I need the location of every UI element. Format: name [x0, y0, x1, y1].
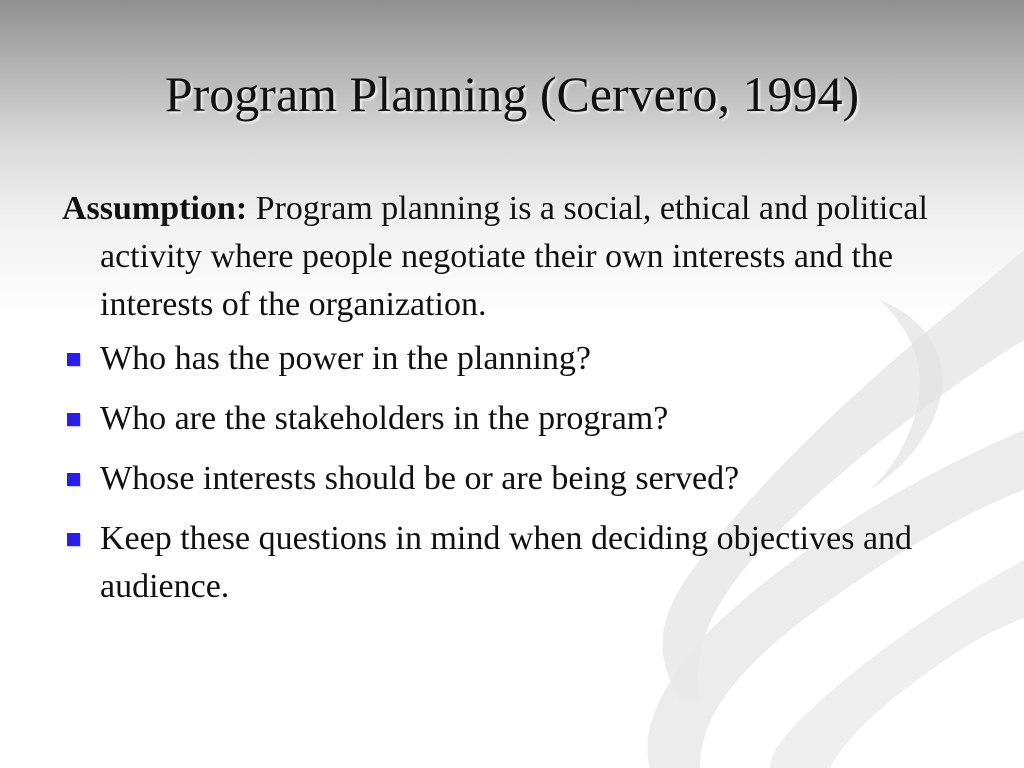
bullet-text: Who has the power in the planning?: [100, 340, 591, 377]
bullet-item: [62, 455, 972, 503]
assumption-text: Program planning is a social, ethical and political activity where people negotiate their own interests and the interests of the organization.: [100, 190, 928, 323]
bullet-item: [62, 335, 972, 383]
square-bullet-icon: [67, 473, 80, 486]
assumption-paragraph: [62, 185, 972, 329]
slide-body: [62, 185, 972, 623]
square-bullet-icon: [67, 413, 80, 426]
slide-title: Program Planning (Cervero, 1994): [164, 66, 860, 122]
bullet-item: [62, 395, 972, 443]
square-bullet-icon: [67, 533, 80, 546]
bullet-text: Keep these questions in mind when deciding objectives and audience.: [100, 520, 913, 605]
bullet-text: Who are the stakeholders in the program?: [100, 400, 669, 437]
assumption-label: Assumption:: [62, 190, 248, 227]
bullet-text: Whose interests should be or are being served?: [100, 460, 740, 497]
bullet-item: [62, 515, 972, 611]
square-bullet-icon: [67, 353, 80, 366]
